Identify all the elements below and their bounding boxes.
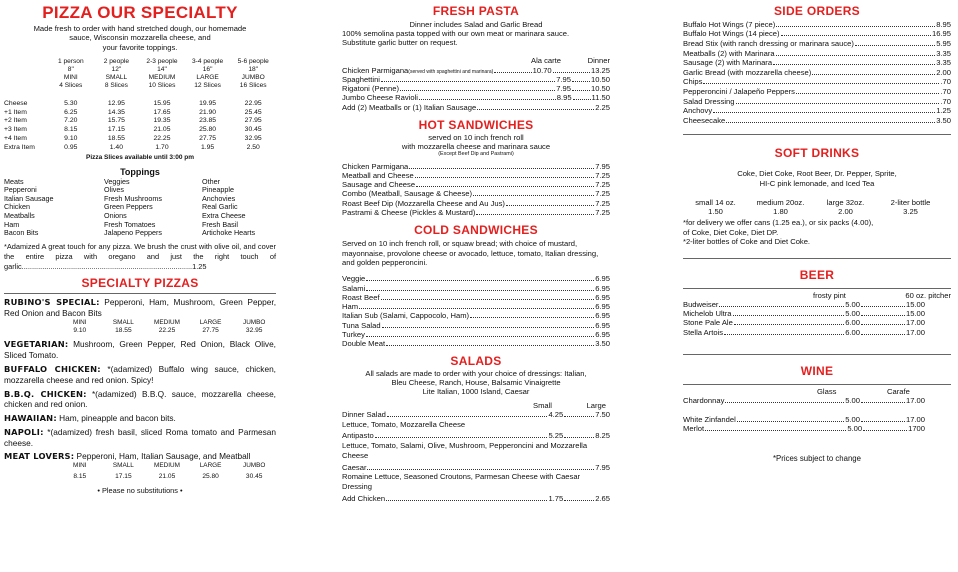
specialty-item: B.B.Q. CHICKEN: *(adamized) B.B.Q. sauce, mozzarella cheese, chicken and red onion. xyxy=(4,388,276,410)
intro-line: with mozzarella cheese and marinara sauce xyxy=(401,141,551,151)
salad-item: Antipasto 5.25 8.25 xyxy=(342,431,610,441)
meat-prices: 8.15 17.15 21.05 25.80 30.45 xyxy=(73,472,263,480)
divider xyxy=(683,258,951,259)
beer-item: Stone Pale Ale 6.00 17.00 xyxy=(683,318,925,328)
hot-intro xyxy=(342,133,610,158)
sides-drinks-column xyxy=(683,0,951,463)
pizza-column xyxy=(4,0,276,496)
side-item: Salad Dressing .70 xyxy=(683,96,951,106)
cold-item: Veggie 6.95 xyxy=(342,274,610,284)
toppings-row: Pepperoni Olives Pineapple xyxy=(4,185,234,195)
prices-note: *Prices subject to change xyxy=(773,453,861,463)
hot-item: Meatball and Cheese 7.25 xyxy=(342,170,610,180)
side-item: Bread Stix (with ranch dressing or marinara sauce) 5.95 xyxy=(683,38,951,48)
intro-line: your favorite toppings. xyxy=(102,42,178,52)
cold-item: Italian Sub (Salami, Cappocolo, Ham) 6.95 xyxy=(342,311,610,321)
cold-item: Tuna Salad 6.95 xyxy=(342,320,610,330)
no-substitutions: • Please no substitutions • xyxy=(97,486,183,496)
adamized-note: *Adamized A great touch for any pizza. We brush the crust with olive oil, and cover the entire pizza with oregano and just the right touch of garlic...................................................................................1.25 xyxy=(4,242,276,271)
intro-line: served on 10 inch french roll xyxy=(428,132,524,142)
size-col: 2-3 people 14" MEDIUM 10 Slices xyxy=(146,57,178,90)
side-item: Buffalo Hot Wings (7 piece) 8.95 xyxy=(683,19,951,29)
hot-note: (Except Beef Dip and Pastrami) xyxy=(438,151,514,157)
intro-line: sauce, Wisconsin mozzarella cheese, and xyxy=(69,33,211,43)
cold-intro: Served on 10 inch french roll, or squaw bread; with choice of mustard, mayonnaise, provolone cheese or avocado, lettuce, tomato, Italian dressing, and golden pepperoncini. xyxy=(342,238,599,268)
hot-item: Chicken Parmigana 7.95 xyxy=(342,161,610,171)
specialty-item: VEGETARIAN: Mushroom, Green Pepper, Red Onion, Black Olive, Sliced Tomato. xyxy=(4,339,276,361)
hot-sandwich-title: HOT SANDWICHES xyxy=(418,117,534,132)
sides-list xyxy=(683,20,951,126)
pasta-item: Spaghettini 7.95 10.50 xyxy=(342,74,610,84)
toppings-title: Toppings xyxy=(120,166,160,177)
pasta-item: Jumbo Cheese Ravioli 8.95 11.50 xyxy=(342,93,610,103)
toppings-row: Meats Veggies Other xyxy=(4,176,220,186)
salad-item: Add Chicken 1.75 2.65 xyxy=(342,493,610,503)
pasta-item: Chicken Parmigana (served with spaghettini and marinara) 10.70 13.25 xyxy=(342,65,611,75)
pizza-size-header xyxy=(4,58,276,91)
divider xyxy=(683,384,951,385)
salad-desc: Lettuce, Tomato, Salami, Olive, Mushroom, Pepperoncini and Mozzarella Cheese xyxy=(342,441,588,460)
side-item: Anchovy 1.25 xyxy=(683,106,951,116)
price-row: +2 Item 7.20 15.75 19.35 23.85 27.95 xyxy=(4,117,262,125)
specialty-title: SPECIALTY PIZZAS xyxy=(81,276,199,291)
price-row: +3 Item 8.15 17.15 21.05 25.80 30.45 xyxy=(4,126,262,134)
intro-line: Dinner includes Salad and Garlic Bread xyxy=(409,19,543,29)
hot-item: Roast Beef Dip (Mozzarella Cheese and Au Jus) 7.25 xyxy=(342,198,610,208)
slices-note: Pizza Slices available until 3:00 pm xyxy=(85,153,195,161)
salads-title: SALADS xyxy=(450,354,502,369)
salad-desc: Romaine Lettuce, Seasoned Croutons, Parmesan Cheese with Caesar Dressing xyxy=(342,472,581,491)
side-item: Buffalo Hot Wings (14 piece) 16.95 xyxy=(683,29,951,39)
spec-size-headers: MINI SMALL MEDIUM LARGE JUMBO xyxy=(73,462,266,470)
divider xyxy=(683,134,951,135)
adamized-dots: ................................................................................... xyxy=(21,261,193,271)
specialty-item: HAWAIIAN: Ham, pineapple and bacon bits. xyxy=(4,413,176,424)
side-orders-title: SIDE ORDERS xyxy=(774,4,860,18)
side-item: Sausage (2) with Marinara 3.35 xyxy=(683,58,951,68)
specialty-item: NAPOLI: *(adamized) fresh basil, sliced Roma tomato and Parmesan cheese. xyxy=(4,426,276,448)
toppings-row: Meatballs Onions Extra Cheese xyxy=(4,211,246,221)
salad-desc: Lettuce, Tomato, Mozzarella Cheese xyxy=(342,419,466,429)
intro-line: Made fresh to order with hand stretched dough, our homemade xyxy=(33,24,247,33)
divider xyxy=(683,288,951,289)
salad-item: Caesar 7.95 xyxy=(342,462,610,472)
cold-item: Ham 6.95 xyxy=(342,302,610,312)
specialty-item: BUFFALO CHICKEN: *(adamized) Buffalo wing sauce, chicken, mozzarella cheese and red onion. Spicy! xyxy=(4,363,276,385)
salads-intro xyxy=(342,369,610,397)
price-row: Extra Item 0.95 1.40 1.70 1.95 2.50 xyxy=(4,143,260,151)
price-row: +4 Item 9.10 18.55 22.25 27.75 32.95 xyxy=(4,135,262,142)
toppings-row: Chicken Green Peppers Real Garlic xyxy=(4,202,238,212)
hot-item: Sausage and Cheese 7.25 xyxy=(342,180,610,190)
beer-list xyxy=(683,300,951,337)
specialty-list xyxy=(4,297,276,496)
intro-line: Coke, Diet Coke, Root Beer, Dr. Pepper, Sprite, xyxy=(737,169,897,179)
size-col: 5-6 people 18" JUMBO 16 Slices xyxy=(237,57,269,90)
intro-line: Lite Italian, 1000 Island, Caesar xyxy=(422,387,530,397)
drinks-intro xyxy=(683,169,951,188)
size-col: 3-4 people 16" LARGE 12 Slices xyxy=(192,57,224,90)
soft-drinks-title: SOFT DRINKS xyxy=(774,145,860,160)
side-item: Pepperoncini / Jalapeño Peppers .70 xyxy=(683,87,951,97)
pizza-price-table xyxy=(4,100,276,153)
toppings-row: Ham Fresh Tomatoes Fresh Basil xyxy=(4,219,238,229)
salad-item: Dinner Salad 4.25 7.50 xyxy=(342,409,610,419)
hot-item: Combo (Meatball, Sausage & Cheese) 7.25 xyxy=(342,189,610,199)
intro-line: Bleu Cheese, Ranch, House, Balsamic Vinaigrette xyxy=(391,378,561,388)
price-row: +1 Item 6.25 14.35 17.65 21.90 25.45 xyxy=(4,108,262,116)
cold-item: Turkey 6.95 xyxy=(342,329,610,339)
pizza-title: PIZZA OUR SPECIALTY xyxy=(42,3,238,22)
drink-notes: *for delivery we offer cans (1.25 ea.), or six packs (4.00), of Coke, Diet Coke, Diet DP. *2-liter bottles of Coke and Diet Coke. xyxy=(683,218,874,246)
beer-item: Michelob Ultra 5.00 15.00 xyxy=(683,309,925,319)
side-item: Cheesecake 3.50 xyxy=(683,116,951,126)
salad-headers: Small Large xyxy=(533,400,606,410)
intro-line: All salads are made to order with your choice of dressings: Italian, xyxy=(365,368,587,378)
wine-title: WINE xyxy=(800,363,834,378)
intro-line: HI-C pink lemonade, and Iced Tea xyxy=(759,178,875,188)
intro-line: 100% semolina pasta topped with our own meat or marinara sauce. xyxy=(342,28,570,38)
adamized-price: 1.25 xyxy=(192,261,207,271)
hot-item: Pastrami & Cheese (Pickles & Mustard) 7.25 xyxy=(342,207,610,217)
cold-list xyxy=(342,274,610,348)
size-col: 1 person 8" MINI 4 Slices xyxy=(57,57,84,90)
toppings-row: Bacon Bits Jalapeno Peppers Artichoke Hearts xyxy=(4,228,256,238)
side-item: Chips .70 xyxy=(683,77,951,87)
pasta-item: Rigatoni (Penne) 7.95 10.50 xyxy=(342,84,610,94)
wine-item: White Zinfandel 5.00 17.00 xyxy=(683,415,925,425)
salad-list xyxy=(342,410,610,503)
cold-item: Salami 6.95 xyxy=(342,283,610,293)
pasta-intro xyxy=(342,20,610,29)
pasta-list xyxy=(342,66,610,112)
side-item: Meatballs (2) with Marinara 3.35 xyxy=(683,48,951,58)
specialty-rubino: RUBINO'S SPECIAL: Pepperoni, Ham, Mushroom, Green Pepper, Red Onion and Bacon Bits xyxy=(4,296,277,318)
wine-item: Chardonnay 5.00 17.00 xyxy=(683,395,925,405)
specialty-meat-lovers: MEAT LOVERS: Pepperoni, Ham, Italian Sausage, and Meatball xyxy=(4,451,251,462)
intro-line: Substitute garlic butter on request. xyxy=(342,38,458,48)
cold-item: Double Meat 3.50 xyxy=(342,339,610,349)
price-row: Cheese 5.30 12.95 15.95 19.95 22.95 xyxy=(4,99,262,107)
beer-item: Stella Artois 6.00 17.00 xyxy=(683,327,925,337)
pasta-headers: Ala carte Dinner xyxy=(531,56,610,66)
divider xyxy=(4,293,276,294)
toppings-table xyxy=(4,178,276,238)
beer-item: Budweiser 5.00 15.00 xyxy=(683,299,925,309)
size-col: 2 people 12" SMALL 8 Slices xyxy=(103,57,130,90)
wine-headers: Glass Carafe xyxy=(817,386,910,396)
pasta-add: Add (2) Meatballs or (1) Italian Sausage 2.25 xyxy=(342,102,610,112)
wine-list xyxy=(683,396,951,434)
rubino-prices: 9.10 18.55 22.25 27.75 32.95 xyxy=(73,326,263,334)
side-item: Garlic Bread (with mozzarella cheese) 2.00 xyxy=(683,67,951,77)
divider xyxy=(683,354,951,355)
cold-item: Roast Beef 6.95 xyxy=(342,292,610,302)
spec-size-headers: MINI SMALL MEDIUM LARGE JUMBO xyxy=(73,318,266,326)
pasta-sandwich-column xyxy=(342,0,610,503)
wine-item: Merlot 5.00 1700 xyxy=(683,424,925,434)
drink-sizes: small 14 oz. medium 20oz. large 32oz. 2-liter bottle xyxy=(695,197,931,207)
beer-headers: frosty pint 60 oz. pitcher xyxy=(813,290,951,300)
hot-list xyxy=(342,162,610,218)
beer-title: BEER xyxy=(799,268,835,283)
pasta-intro-body xyxy=(342,29,610,48)
pasta-title: FRESH PASTA xyxy=(432,4,520,18)
toppings-row: Italian Sausage Fresh Mushrooms Anchovies xyxy=(4,193,236,203)
cold-sandwich-title: COLD SANDWICHES xyxy=(414,223,538,238)
pizza-intro xyxy=(4,24,276,52)
drink-prices: 1.50 1.80 2.00 3.25 xyxy=(708,207,918,217)
